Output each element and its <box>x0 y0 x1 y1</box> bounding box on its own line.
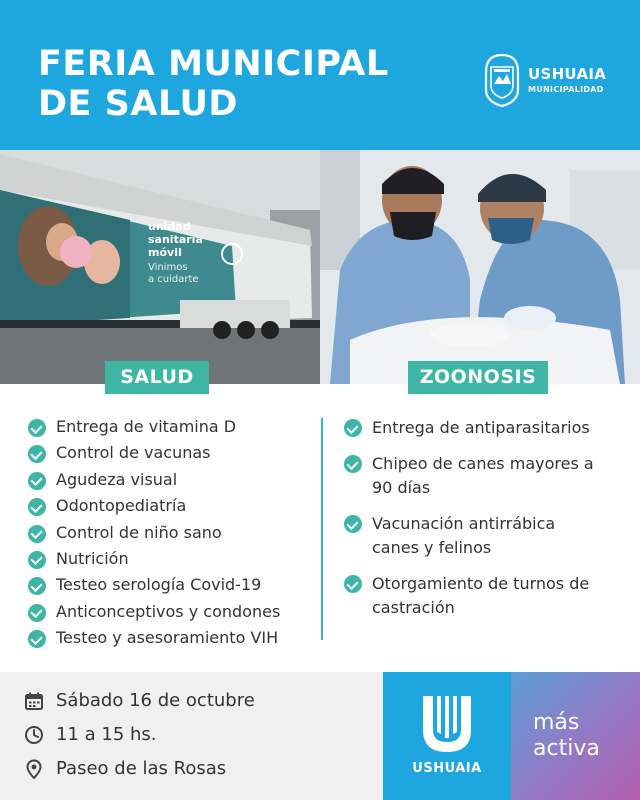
list-item <box>28 416 318 442</box>
slogan-line-2: activa <box>533 736 600 761</box>
list-item-label: Entrega de vitamina D <box>56 417 237 436</box>
list-item <box>344 452 594 500</box>
list-item <box>28 495 318 521</box>
check-circle-icon <box>28 472 46 490</box>
check-circle-icon <box>28 604 46 622</box>
list-item <box>28 469 318 495</box>
check-circle-icon <box>344 575 362 593</box>
truck-sign-line-2: sanitaria <box>148 233 203 246</box>
title-line-1: FERIA MUNICIPAL <box>38 44 389 84</box>
list-item <box>344 416 634 440</box>
list-item <box>344 512 594 560</box>
list-item-label: Testeo y asesoramiento VIH <box>56 628 279 648</box>
list-item-label: Odontopediatría <box>56 496 187 516</box>
list-item-label: Control de vacunas <box>56 443 211 463</box>
ushuaia-u-logo-icon <box>419 694 475 756</box>
check-circle-icon <box>28 525 46 543</box>
event-date-text: Sábado 16 de octubre <box>56 690 255 711</box>
check-circle-icon <box>28 551 46 569</box>
calendar-icon <box>24 691 44 711</box>
brand-subtitle: MUNICIPALIDAD <box>528 85 604 94</box>
list-item-label: Otorgamiento de turnos de castración <box>372 574 590 617</box>
truck-sign-line-3: móvil <box>148 246 182 259</box>
zoonosis-services-list <box>344 416 634 632</box>
list-item <box>28 522 318 548</box>
list-item <box>344 572 614 620</box>
slogan-line-1: más <box>533 710 580 735</box>
slogan-block <box>511 672 640 800</box>
truck-sign-line-4: Vinimos <box>148 262 188 273</box>
slogan-text <box>533 710 600 762</box>
clock-icon <box>24 725 44 745</box>
zoonosis-section-label: ZOONOSIS <box>408 361 548 394</box>
brand-name: USHUAIA <box>528 65 607 83</box>
list-item <box>28 574 318 600</box>
truck-sign-line-1: unidad <box>148 220 191 233</box>
ushuaia-logo-block <box>383 672 511 800</box>
check-circle-icon <box>344 455 362 473</box>
check-circle-icon <box>28 419 46 437</box>
mobile-health-unit-photo <box>0 150 320 384</box>
list-item-label: Vacunación antirrábica canes y felinos <box>372 514 556 557</box>
check-circle-icon <box>344 515 362 533</box>
list-item-label: Agudeza visual <box>56 469 178 489</box>
list-item-label: Nutrición <box>56 548 129 568</box>
list-item <box>28 601 318 627</box>
ushuaia-shield-icon <box>482 52 522 108</box>
check-circle-icon <box>28 445 46 463</box>
veterinary-surgery-photo <box>320 150 640 384</box>
check-circle-icon <box>344 419 362 437</box>
truck-sign-line-5: a cuidarte <box>148 274 199 285</box>
list-item <box>28 548 318 574</box>
list-item-label: Chipeo de canes mayores a 90 días <box>372 454 594 497</box>
list-item <box>28 442 318 468</box>
list-item-label: Testeo serología Covid-19 <box>56 575 262 595</box>
list-item <box>28 627 318 653</box>
event-time-text: 11 a 15 hs. <box>56 724 157 745</box>
page-title <box>38 44 389 124</box>
check-circle-icon <box>28 577 46 595</box>
event-location-text: Paseo de las Rosas <box>56 758 227 779</box>
salud-section-label: SALUD <box>105 361 209 394</box>
column-divider <box>321 418 323 640</box>
ushuaia-logo-text: USHUAIA <box>412 761 482 776</box>
list-item-label: Control de niño sano <box>56 522 222 542</box>
header-banner <box>0 0 640 150</box>
title-line-2: DE SALUD <box>38 84 238 124</box>
municipality-brand <box>482 52 612 108</box>
check-circle-icon <box>28 498 46 516</box>
list-item-label: Anticonceptivos y condones <box>56 601 281 621</box>
salud-services-list <box>28 416 318 654</box>
location-pin-icon <box>24 759 44 779</box>
check-circle-icon <box>28 630 46 648</box>
list-item-label: Entrega de antiparasitarios <box>372 418 590 437</box>
